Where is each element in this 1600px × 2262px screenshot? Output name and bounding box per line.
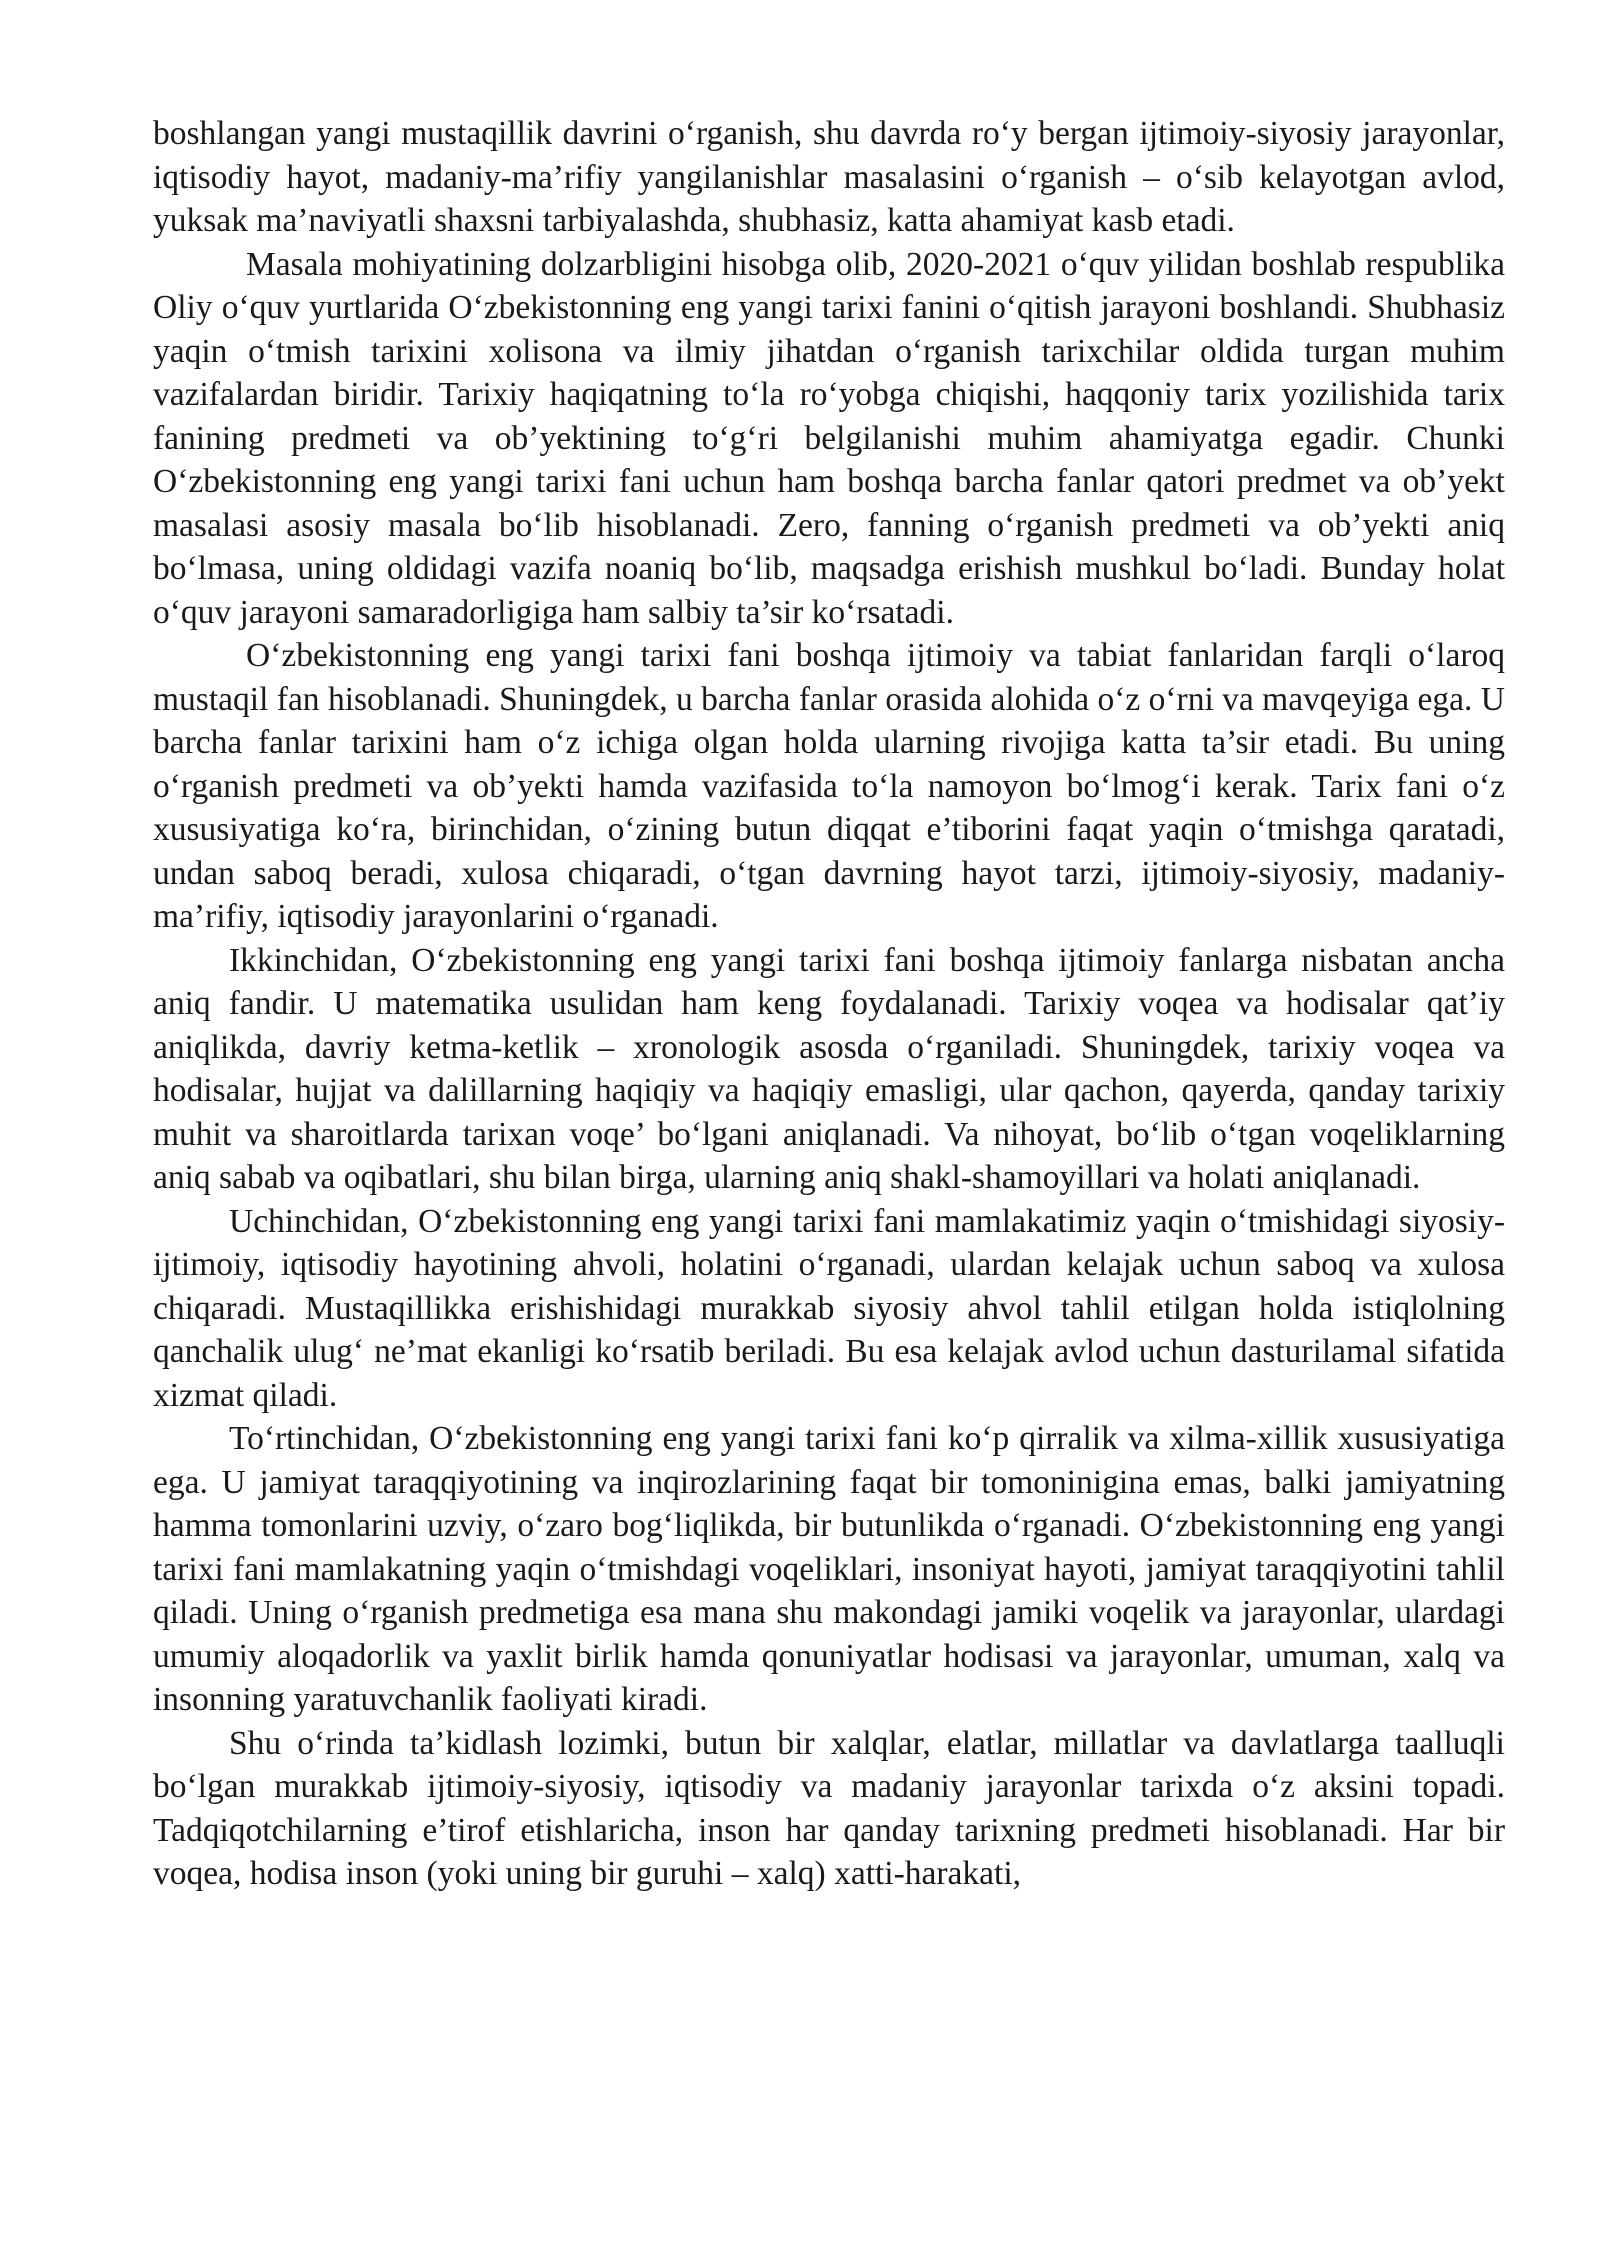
paragraph-7: Shu o‘rinda ta’kidlash lozimki, butun bir xalqlar, elatlar, millatlar va davlatlarga taalluqli bo‘lgan murakkab ijtimoiy-siyosiy, iqtisodiy va madaniy jarayonlar tarixda o‘z aksini topadi. Tadqiqotchilarning e’tirof etishlaricha, inson har qanday tarixning predmeti hisoblanadi. Har bir voqea, hodisa inson (yoki uning bir guruhi – xalq) xatti-harakati, — [153, 1724, 1505, 1892]
paragraph-1: boshlangan yangi mustaqillik davrini o‘rganish, shu davrda ro‘y bergan ijtimoiy-siyosiy jarayonlar, iqtisodiy hayot, madaniy-ma’rifiy yangilanishlar masalasini o‘rganish – o‘sib kelayotgan avlod, yuksak ma’naviyatli shaxsni tarbiyalashda, shubhasiz, katta ahamiyat kasb etadi. — [153, 115, 1505, 239]
paragraph-4: Ikkinchidan, O‘zbekistonning eng yangi tarixi fani boshqa ijtimoiy fanlarga nisbatan ancha aniq fandir. U matematika usulidan ham keng foydalanadi. Tarixiy voqea va hodisalar qat’iy aniqlikda, davriy ketma-ketlik – xronologik asosda o‘rganiladi. Shuningdek, tarixiy voqea va hodisalar, hujjat va dalillarning haqiqiy va haqiqiy emasligi, ular qachon, qayerda, qanday tarixiy muhit va sharoitlarda tarixan voqe’ bo‘lgani aniqlanadi. Va nihoyat, bo‘lib o‘tgan voqeliklarning aniq sabab va oqibatlari, shu bilan birga, ularning aniq shakl-shamoyillari va holati aniqlanadi. — [153, 941, 1505, 1196]
paragraph-2: Masala mohiyatining dolzarbligini hisobga olib, 2020-2021 o‘quv yilidan boshlab respublika Oliy o‘quv yurtlarida O‘zbekistonning eng yangi tarixi fanini o‘qitish jarayoni boshlandi. Shubhasiz yaqin o‘tmish tarixini xolisona va ilmiy jihatdan o‘rganish tarixchilar oldida turgan muhim vazifalardan biridir. Tarixiy haqiqatning to‘la ro‘yobga chiqishi, haqqoniy tarix yozilishida tarix fanining predmeti va ob’yektining to‘g‘ri belgilanishi muhim ahamiyatga egadir. Chunki O‘zbekistonning eng yangi tarixi fani uchun ham boshqa barcha fanlar qatori predmet va ob’yekt masalasi asosiy masala bo‘lib hisoblanadi. Zero, fanning o‘rganish predmeti va ob’yekti aniq bo‘lmasa, uning oldidagi vazifa noaniq bo‘lib, maqsadga erishish mushkul bo‘ladi. Bunday holat o‘quv jarayoni samaradorligiga ham salbiy ta’sir ko‘rsatadi. — [153, 245, 1505, 631]
paragraph-3: O‘zbekistonning eng yangi tarixi fani boshqa ijtimoiy va tabiat fanlaridan farqli o‘laroq mustaqil fan hisoblanadi. Shuningdek, u barcha fanlar orasida alohida o‘z o‘rni va mavqeyiga ega. U barcha fanlar tarixini ham o‘z ichiga olgan holda ularning rivojiga katta ta’sir etadi. Bu uning o‘rganish predmeti va ob’yekti hamda vazifasida to‘la namoyon bo‘lmog‘i kerak. Tarix fani o‘z xususiyatiga ko‘ra, birinchidan, o‘zining butun diqqat e’tiborini faqat yaqin o‘tmishga qaratadi, undan saboq beradi, xulosa chiqaradi, o‘tgan davrning hayot tarzi, ijtimoiy-siyosiy, madaniy-ma’rifiy, iqtisodiy jarayonlarini o‘rganadi. — [153, 637, 1505, 935]
paragraph-5: Uchinchidan, O‘zbekistonning eng yangi tarixi fani mamlakatimiz yaqin o‘tmishidagi siyosiy-ijtimoiy, iqtisodiy hayotining ahvoli, holatini o‘rganadi, ulardan kelajak uchun saboq va xulosa chiqaradi. Mustaqillikka erishishidagi murakkab siyosiy ahvol tahlil etilgan holda istiqlolning qanchalik ulug‘ ne’mat ekanligi ko‘rsatib beriladi. Bu esa kelajak avlod uchun dasturilamal sifatida xizmat qiladi. — [153, 1202, 1505, 1414]
paragraph-6: To‘rtinchidan, O‘zbekistonning eng yangi tarixi fani ko‘p qirralik va xilma-xillik xususiyatiga ega. U jamiyat taraqqiyotining va inqirozlarining faqat bir tomoninigina emas, balki jamiyatning hamma tomonlarini uzviy, o‘zaro bog‘liqlikda, bir butunlikda o‘rganadi. O‘zbekistonning eng yangi tarixi fani mamlakatning yaqin o‘tmishdagi voqeliklari, insoniyat hayoti, jamiyat taraqqiyotini tahlil qiladi. Uning o‘rganish predmetiga esa mana shu makondagi jamiki voqelik va jarayonlar, ulardagi umumiy aloqadorlik va yaxlit birlik hamda qonuniyatlar hodisasi va jarayonlar, umuman, xalq va insonning yaratuvchanlik faoliyati kiradi. — [153, 1420, 1505, 1718]
document-page — [153, 112, 1505, 1896]
